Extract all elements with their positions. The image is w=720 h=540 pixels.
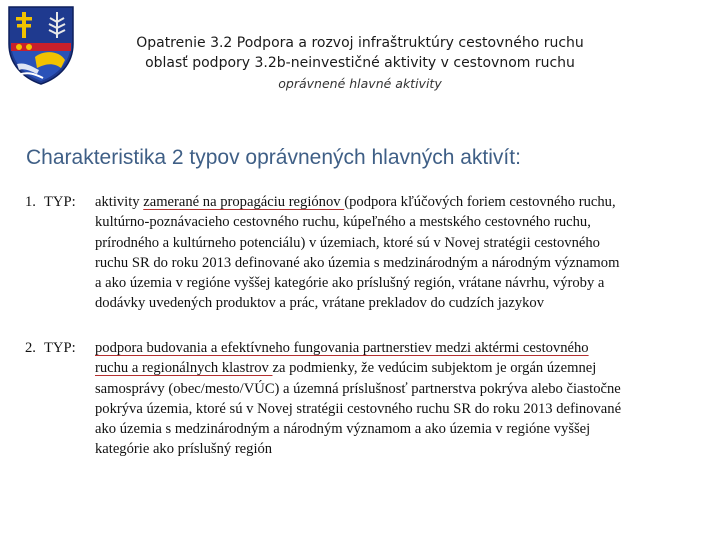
- item-line: kultúrno-poznávacieho cestovného ruchu, kúpeľného a mestského cestovného ruchu,: [95, 214, 591, 231]
- item-line: ruchu SR do roku 2013 definované ako územia s medzinárodným a národným významom: [95, 254, 620, 271]
- coat-of-arms-icon: [5, 4, 77, 86]
- item-line: a ako územia v regióne vyššej kategórie ako príslušný región, vrátane návrhu, výroby a: [95, 275, 605, 292]
- item-line: pokrýva územia, ktoré sú v Novej stratégii cestovného ruchu SR do roku 2013 definované: [95, 400, 622, 417]
- item-line: [95, 358, 711, 378]
- item-line: prírodného a kultúrneho potenciálu) v územiach, ktoré sú v Novej stratégii cestovného: [95, 234, 600, 251]
- item-text: [95, 192, 711, 314]
- item-type-label: TYP:: [44, 194, 76, 210]
- item-text-fragment: aktivity: [95, 194, 144, 210]
- item-line: [95, 192, 711, 212]
- item-type-label: TYP:: [44, 340, 76, 356]
- item-line: ako územia s medzinárodným a národným významom a ako územia v regióne vyššej: [95, 421, 591, 438]
- header-line-1: Opatrenie 3.2 Podpora a rozvoj infraštruktúry cestovného ruchu: [136, 35, 584, 51]
- section-title: Charakteristika 2 typov oprávnených hlavných aktivít:: [26, 146, 521, 169]
- item-line: samosprávy (obec/mesto/VÚC) a územná príslušnosť partnerstva pokrýva alebo čiastočne: [95, 380, 621, 397]
- item-line: [95, 338, 711, 358]
- item-number: 2.: [25, 340, 36, 356]
- underlined-phrase: ruchu a regionálnych klastrov: [95, 360, 273, 377]
- underlined-phrase: podpora budovania a efektívneho fungovania partnerstiev medzi aktérmi cestovného: [95, 340, 589, 356]
- item-number: 1.: [25, 194, 36, 210]
- header-line-2: oblasť podpory 3.2b-neinvestičné aktivity v cestovnom ruchu: [145, 55, 575, 71]
- item-text: [95, 338, 711, 460]
- item-line: dodávky uvedených produktov a prác, vrátane prekladov do cudzích jazykov: [95, 295, 545, 312]
- underlined-phrase: zamerané na propagáciu regiónov: [143, 194, 345, 210]
- header-subtitle: oprávnené hlavné aktivity: [278, 76, 442, 91]
- item-text-fragment: (podpora kľúčových foriem cestovného ruchu,: [344, 194, 616, 210]
- item-line: kategórie ako príslušný región: [95, 441, 273, 458]
- item-text-fragment: za podmienky, že vedúcim subjektom je orgán územnej: [272, 360, 597, 377]
- slide-header: [90, 33, 630, 95]
